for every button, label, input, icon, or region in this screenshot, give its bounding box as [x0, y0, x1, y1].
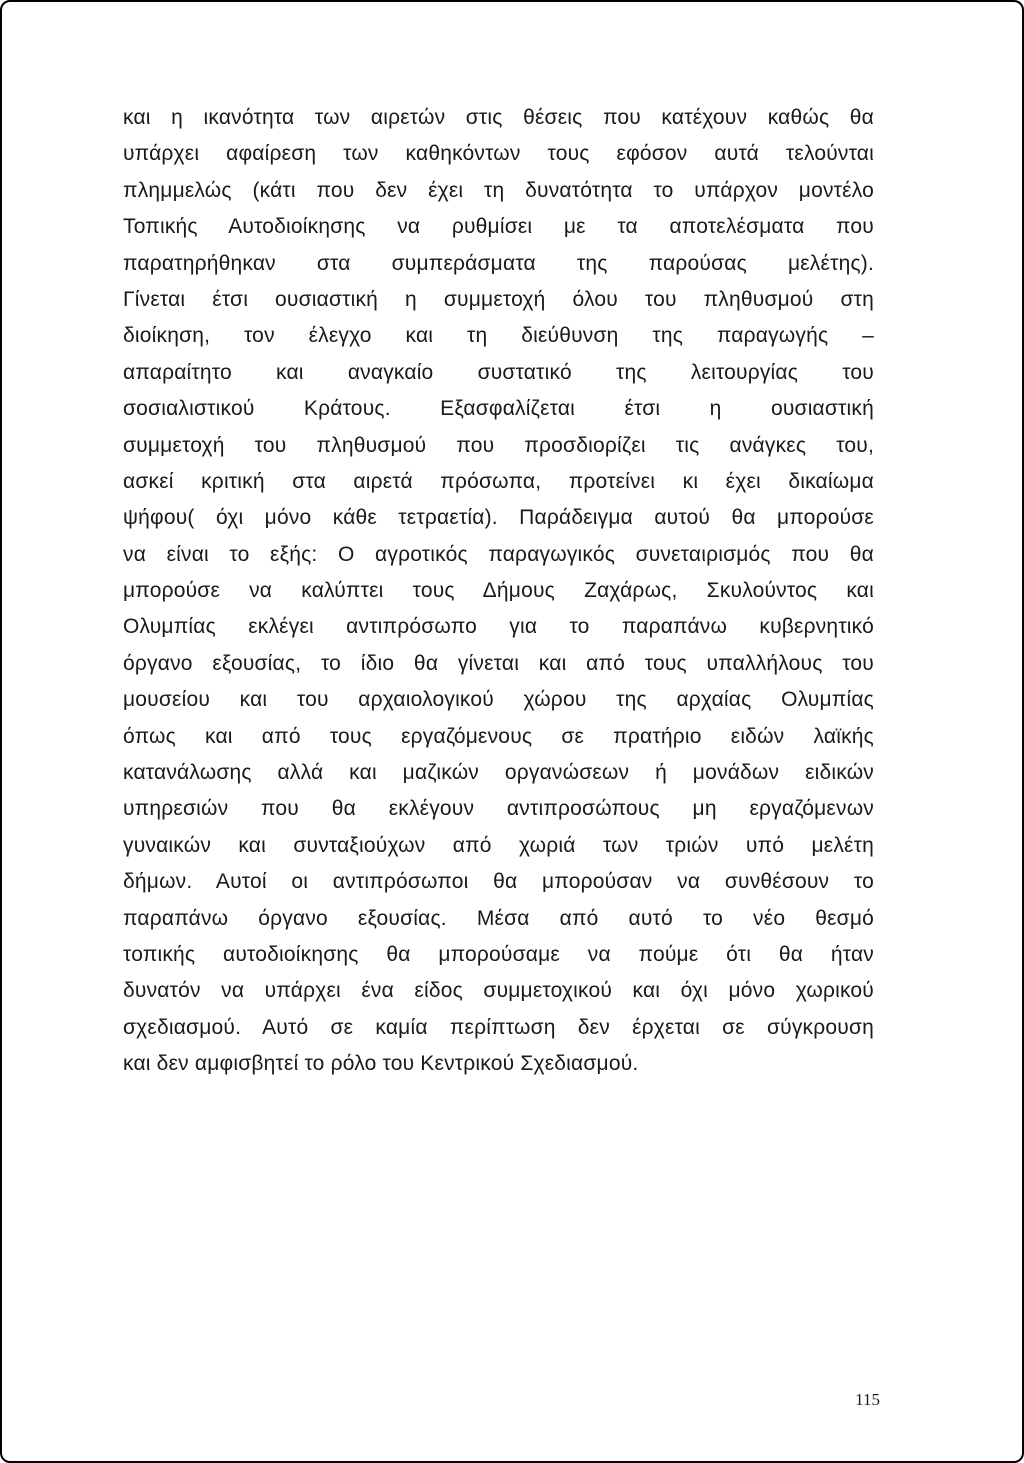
text-line-23: παραπάνω όργανο εξουσίας. Μέσα από αυτό το νέο θεσμό [123, 906, 874, 930]
text-line-16: όργανο εξουσίας, το ίδιο θα γίνεται και από τους υπαλλήλους του [123, 651, 874, 675]
text-line-5: παρατηρήθηκαν στα συμπεράσματα της παρούσας μελέτης). [123, 251, 874, 275]
text-line-22: δήμων. Αυτοί οι αντιπρόσωποι θα μπορούσαν να συνθέσουν το [123, 870, 874, 894]
text-line-15: Ολυμπίας εκλέγει αντιπρόσωπο για το παραπάνω κυβερνητικό [123, 615, 874, 639]
text-line-18: όπως και από τους εργαζόμενους σε πρατήριο ειδών λαϊκής [123, 724, 874, 748]
page-number: 115 [855, 1390, 880, 1409]
text-line-12: ψήφου( όχι μόνο κάθε τετραετία). Παράδειγμα αυτού θα μπορούσε [123, 506, 874, 530]
text-line-3: πλημμελώς (κάτι που δεν έχει τη δυνατότητα το υπάρχον μοντέλο [123, 178, 874, 202]
text-line-14: μπορούσε να καλύπτει τους Δήμους Ζαχάρως, Σκυλούντος και [123, 579, 874, 603]
text-line-27: και δεν αμφισβητεί το ρόλο του Κεντρικού Σχεδιασμού. [123, 1052, 639, 1076]
text-line-24: τοπικής αυτοδιοίκησης θα μπορούσαμε να πούμε ότι θα ήταν [123, 942, 874, 966]
text-line-17: μουσείου και του αρχαιολογικού χώρου της αρχαίας Ολυμπίας [123, 688, 874, 712]
page-body-text [123, 100, 874, 1083]
text-line-1: και η ικανότητα των αιρετών στις θέσεις που κατέχουν καθώς θα [123, 106, 874, 129]
text-line-10: συμμετοχή του πληθυσμού που προσδιορίζει τις ανάγκες του, [123, 433, 874, 457]
text-line-7: διοίκηση, τον έλεγχο και τη διεύθυνση της παραγωγής – [123, 324, 874, 348]
text-line-25: δυνατόν να υπάρχει ένα είδος συμμετοχικού και όχι μόνο χωρικού [123, 979, 874, 1003]
text-line-11: ασκεί κριτική στα αιρετά πρόσωπα, προτείνει κι έχει δικαίωμα [123, 469, 874, 493]
text-line-20: υπηρεσιών που θα εκλέγουν αντιπροσώπους μη εργαζόμενων [123, 797, 874, 821]
text-line-9: σοσιαλιστικού Κράτους. Εξασφαλίζεται έτσι η ουσιαστική [123, 397, 874, 421]
text-line-6: Γίνεται έτσι ουσιαστική η συμμετοχή όλου του πληθυσμού στη [123, 287, 874, 311]
text-line-26: σχεδιασμού. Αυτό σε καμία περίπτωση δεν έρχεται σε σύγκρουση [123, 1015, 874, 1039]
text-line-13: να είναι το εξής: Ο αγροτικός παραγωγικός συνεταιρισμός που θα [123, 542, 874, 566]
text-line-19: κατανάλωσης αλλά και μαζικών οργανώσεων ή μονάδων ειδικών [123, 761, 874, 785]
text-line-2: υπάρχει αφαίρεση των καθηκόντων τους εφόσον αυτά τελούνται [123, 142, 874, 166]
text-line-21: γυναικών και συνταξιούχων από χωριά των τριών υπό μελέτη [123, 833, 874, 857]
text-line-8: απαραίτητο και αναγκαίο συστατικό της λειτουργίας του [123, 360, 874, 384]
text-line-4: Τοπικής Αυτοδιοίκησης να ρυθμίσει με τα αποτελέσματα που [123, 215, 874, 239]
